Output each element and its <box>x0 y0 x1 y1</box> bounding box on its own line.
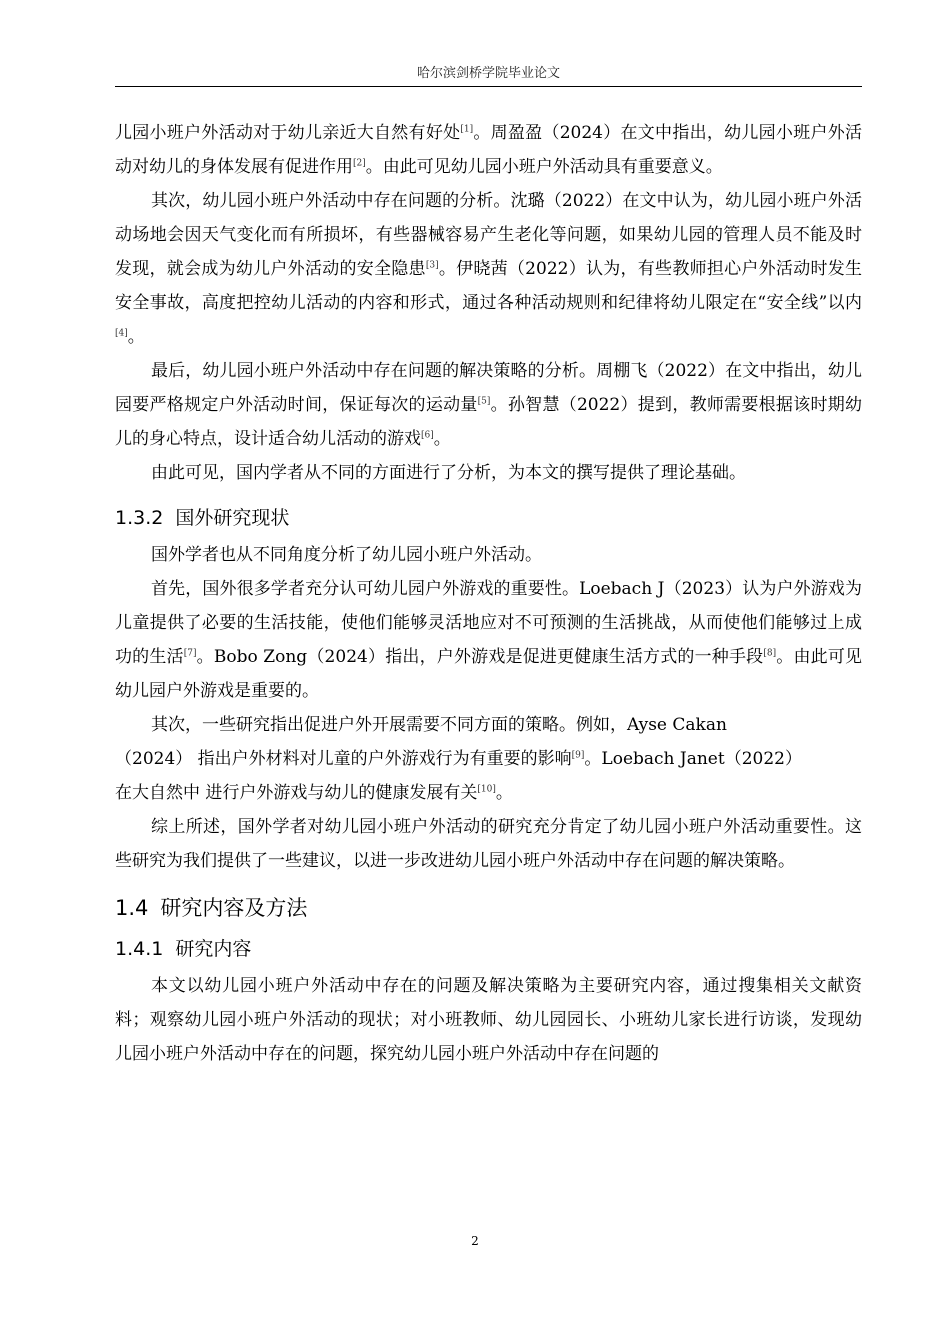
paragraph-foreign-summary: 综上所述，国外学者对幼儿园小班户外活动的研究充分肯定了幼儿园小班户外活动重要性。这些研究为我们提供了一些建议，以进一步改进幼儿园小班户外活动中存在问题的解决策略。 <box>115 817 862 871</box>
citation-ref: [3] <box>425 260 439 271</box>
paragraph-domestic-summary: 由此可见，国内学者从不同的方面进行了分析，为本文的撰写提供了理论基础。 <box>151 463 746 483</box>
citation-ref: [8] <box>763 648 777 659</box>
header-rule <box>115 86 862 87</box>
citation-ref: [5] <box>477 396 491 407</box>
page-body <box>115 116 862 1071</box>
paragraph-research-content: 本文以幼儿园小班户外活动中存在的问题及解决策略为主要研究内容，通过搜集相关文献资料；观察幼儿园小班户外活动的现状；对小班教师、幼儿园园长、小班幼儿家长进行访谈，发现幼儿园小班户外活动中存在的问题，探究幼儿园小班户外活动中存在问题的 <box>115 976 862 1064</box>
page-number: 2 <box>471 1234 479 1248</box>
citation-ref: [2] <box>353 158 366 169</box>
paragraph-problem-analysis: 其次，幼儿园小班户外活动中存在问题的分析。沈璐（2022）在文中认为，幼儿园小班户外活动场地会因天气变化而有所损坏，有些器械容易产生老化等问题，如果幼儿园的管理人员不能及时发现，就会成为幼儿户外活动的安全隐患[3]。伊晓茜（2022）认为，有些教师担心户外活动时发生安全事故，高度把控幼儿活动的内容和形式，通过各种活动规则和纪律将幼儿限定在“安全线”以内[4]。 <box>115 191 863 347</box>
citation-ref: [10] <box>477 784 496 795</box>
section-heading-1-3-2: 1.3.2 国外研究现状 <box>115 507 290 529</box>
paragraph-foreign-intro: 国外学者也从不同角度分析了幼儿园小班户外活动。 <box>151 545 542 565</box>
citation-ref: [1] <box>460 124 474 135</box>
page-header: 哈尔滨剑桥学院毕业论文 <box>416 66 560 81</box>
paragraph-foreign-importance: 首先，国外很多学者充分认可幼儿园户外游戏的重要性。Loebach J（2023）认为户外游戏为儿童提供了必要的生活技能，使他们能够灵活地应对不可预测的生活挑战，从而使他们能够过上成功的生活[7]。Bobo Zong（2024）指出，户外游戏是促进更健康生活方式的一种手段[8]。由此可见幼儿园户外游戏是重要的。 <box>115 579 863 701</box>
section-heading-1-4: 1.4 研究内容及方法 <box>115 896 308 920</box>
citation-ref: [7] <box>183 648 197 659</box>
section-heading-1-4-1: 1.4.1 研究内容 <box>115 938 252 960</box>
paragraph-domestic-intro: 儿园小班户外活动对于幼儿亲近大自然有好处[1]。周盈盈（2024）在文中指出，幼儿园小班户外活动对幼儿的身体发展有促进作用[2]。由此可见幼儿园小班户外活动具有重要意义。 <box>115 123 862 177</box>
paragraph-foreign-strategies: 其次，一些研究指出促进户外开展需要不同方面的策略。例如，Ayse Cakan （2024） 指出户外材料对儿童的户外游戏行为有重要的影响[9]。Loebach Janet（2022） 在大自然中 进行户外游戏与幼儿的健康发展有关[10]。 <box>115 715 802 803</box>
citation-ref: [6] <box>421 430 434 441</box>
citation-ref: [9] <box>571 750 585 761</box>
citation-ref: [4] <box>115 328 128 339</box>
paragraph-strategy-analysis: 最后，幼儿园小班户外活动中存在问题的解决策略的分析。周棚飞（2022）在文中指出，幼儿园要严格规定户外活动时间，保证每次的运动量[5]。孙智慧（2022）提到，教师需要根据该时期幼儿的身心特点，设计适合幼儿活动的游戏[6]。 <box>115 361 862 449</box>
